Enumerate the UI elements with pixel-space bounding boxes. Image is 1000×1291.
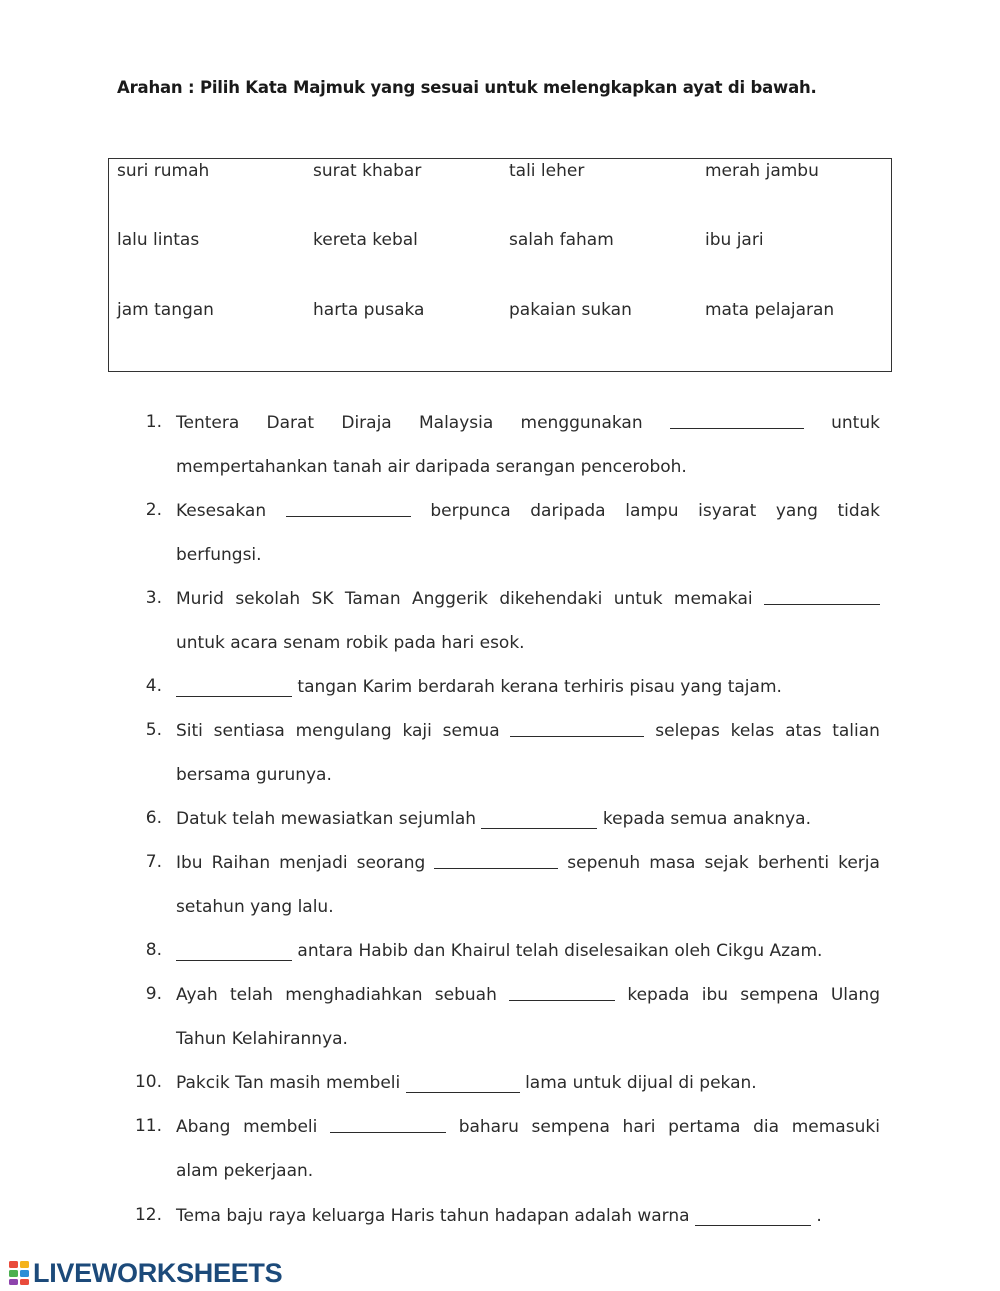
word-bank-item: jam tangan bbox=[117, 300, 214, 320]
liveworksheets-logo-icon bbox=[8, 1260, 30, 1286]
liveworksheets-logo[interactable] bbox=[8, 1258, 282, 1288]
question-word: baharu bbox=[458, 1117, 519, 1137]
question-word: Diraja bbox=[341, 413, 392, 433]
word-bank-item: tali leher bbox=[509, 161, 585, 181]
word-bank-box bbox=[108, 158, 892, 372]
question-number: 5. bbox=[145, 720, 162, 740]
logo-text: LIVEWORKSHEETS bbox=[33, 1258, 283, 1288]
answer-blank-3[interactable] bbox=[764, 588, 880, 605]
question-word: Taman bbox=[344, 589, 401, 609]
question-word: sepenuh bbox=[567, 853, 641, 873]
question-continuation: setahun yang lalu. bbox=[176, 897, 334, 917]
question-word: Ayah bbox=[176, 985, 218, 1005]
word-bank-item: lalu lintas bbox=[117, 230, 200, 250]
question-word: SK bbox=[311, 589, 334, 609]
question-word: pertama bbox=[668, 1117, 741, 1137]
instruction-text: Arahan : Pilih Kata Majmuk yang sesuai untuk melengkapkan ayat di bawah. bbox=[117, 78, 817, 97]
question-word: menghadiahkan bbox=[285, 985, 423, 1005]
question-word: Anggerik bbox=[411, 589, 488, 609]
question-word: Siti bbox=[176, 721, 203, 741]
word-bank-item: salah faham bbox=[509, 230, 614, 250]
answer-blank-7[interactable] bbox=[434, 852, 558, 869]
word-bank-item: ibu jari bbox=[705, 230, 764, 250]
question-number: 11. bbox=[134, 1116, 162, 1136]
question-line bbox=[176, 940, 880, 962]
question-number: 8. bbox=[145, 940, 162, 960]
question-word: Raihan bbox=[211, 853, 271, 873]
question-word: membeli bbox=[243, 1117, 318, 1137]
question-word: mengulang bbox=[295, 721, 392, 741]
word-bank-item: surat khabar bbox=[313, 161, 422, 181]
answer-blank-11[interactable] bbox=[330, 1116, 446, 1133]
question-word: sekolah bbox=[235, 589, 301, 609]
question-word: sempena bbox=[531, 1117, 610, 1137]
question-word: Murid bbox=[176, 589, 224, 609]
question-line bbox=[176, 1072, 880, 1094]
word-bank-item: kereta kebal bbox=[313, 230, 418, 250]
question-number: 6. bbox=[145, 808, 162, 828]
question-text: lama untuk dijual di pekan. bbox=[525, 1073, 757, 1093]
question-word: sebuah bbox=[434, 985, 497, 1005]
question-number: 4. bbox=[145, 676, 162, 696]
question-word: semua bbox=[442, 721, 500, 741]
question-line bbox=[176, 676, 880, 698]
question-continuation: Tahun Kelahirannya. bbox=[176, 1029, 348, 1049]
word-bank-item: suri rumah bbox=[117, 161, 210, 181]
question-word: Tentera bbox=[176, 413, 240, 433]
word-bank-item: harta pusaka bbox=[313, 300, 425, 320]
question-line bbox=[176, 500, 880, 522]
question-word: hari bbox=[622, 1117, 656, 1137]
question-continuation: berfungsi. bbox=[176, 545, 262, 565]
question-word: kelas bbox=[730, 721, 775, 741]
word-bank-item: merah jambu bbox=[705, 161, 819, 181]
question-word: kerja bbox=[838, 853, 880, 873]
question-continuation: untuk acara senam robik pada hari esok. bbox=[176, 633, 525, 653]
question-word: kepada bbox=[627, 985, 690, 1005]
question-word: lampu bbox=[625, 501, 679, 521]
question-word: memakai bbox=[673, 589, 753, 609]
question-number: 7. bbox=[145, 852, 162, 872]
question-word: untuk bbox=[831, 413, 880, 433]
question-word: sempena bbox=[740, 985, 819, 1005]
question-word: telah bbox=[229, 985, 274, 1005]
answer-blank-5[interactable] bbox=[510, 720, 644, 737]
answer-blank-9[interactable] bbox=[509, 984, 615, 1001]
question-text: Datuk telah mewasiatkan sejumlah bbox=[176, 809, 477, 829]
question-line bbox=[176, 412, 880, 434]
question-line bbox=[176, 852, 880, 874]
question-word: talian bbox=[832, 721, 880, 741]
answer-blank-1[interactable] bbox=[670, 412, 804, 429]
answer-blank-12[interactable] bbox=[695, 1209, 811, 1226]
question-word: Abang bbox=[176, 1117, 231, 1137]
question-word: kaji bbox=[402, 721, 432, 741]
question-word: menggunakan bbox=[520, 413, 643, 433]
question-word: memasuki bbox=[791, 1117, 880, 1137]
question-word: untuk bbox=[613, 589, 663, 609]
question-word: Ibu bbox=[176, 853, 203, 873]
question-number: 2. bbox=[145, 500, 162, 520]
question-word: Malaysia bbox=[418, 413, 494, 433]
question-word: masa bbox=[649, 853, 696, 873]
question-word: dikehendaki bbox=[499, 589, 603, 609]
question-word: isyarat bbox=[698, 501, 757, 521]
question-continuation: alam pekerjaan. bbox=[176, 1161, 314, 1181]
question-word: Ulang bbox=[830, 985, 880, 1005]
question-word: tidak bbox=[837, 501, 880, 521]
question-continuation: mempertahankan tanah air daripada serangan penceroboh. bbox=[176, 457, 687, 477]
answer-blank-2[interactable] bbox=[286, 500, 411, 517]
question-number: 1. bbox=[145, 412, 162, 432]
answer-blank-10[interactable] bbox=[406, 1076, 520, 1093]
question-line bbox=[176, 720, 880, 742]
question-word: yang bbox=[775, 501, 818, 521]
question-word: berhenti bbox=[757, 853, 830, 873]
question-number: 3. bbox=[145, 588, 162, 608]
question-text: tangan Karim berdarah kerana terhiris pisau yang tajam. bbox=[297, 677, 782, 697]
question-word: berpunca bbox=[430, 501, 511, 521]
answer-blank-6[interactable] bbox=[481, 812, 597, 829]
question-number: 9. bbox=[145, 984, 162, 1004]
question-line bbox=[176, 808, 880, 830]
question-word: Kesesakan bbox=[176, 501, 267, 521]
question-word: menjadi bbox=[279, 853, 348, 873]
question-line bbox=[176, 588, 880, 610]
question-word: Darat bbox=[266, 413, 315, 433]
question-text: kepada semua anaknya. bbox=[602, 809, 811, 829]
question-number: 10. bbox=[134, 1072, 162, 1092]
question-number: 12. bbox=[134, 1205, 162, 1225]
question-word: sentiasa bbox=[213, 721, 285, 741]
question-word: selepas bbox=[655, 721, 720, 741]
answer-blank-8[interactable] bbox=[176, 944, 292, 961]
question-text: Tema baju raya keluarga Haris tahun hadapan adalah warna bbox=[176, 1206, 690, 1226]
question-word: atas bbox=[785, 721, 822, 741]
question-line bbox=[176, 1116, 880, 1138]
question-text: Pakcik Tan masih membeli bbox=[176, 1073, 401, 1093]
word-bank-item: mata pelajaran bbox=[705, 300, 835, 320]
question-word: seorang bbox=[356, 853, 426, 873]
question-word: daripada bbox=[530, 501, 606, 521]
answer-blank-4[interactable] bbox=[176, 680, 292, 697]
question-line bbox=[176, 984, 880, 1006]
question-word: dia bbox=[753, 1117, 780, 1137]
question-text: antara Habib dan Khairul telah diselesaikan oleh Cikgu Azam. bbox=[297, 941, 823, 961]
word-bank-item: pakaian sukan bbox=[509, 300, 632, 320]
question-text: . bbox=[816, 1206, 822, 1226]
question-word: ibu bbox=[701, 985, 729, 1005]
question-continuation: bersama gurunya. bbox=[176, 765, 332, 785]
question-line bbox=[176, 1205, 880, 1227]
question-word: sejak bbox=[704, 853, 749, 873]
